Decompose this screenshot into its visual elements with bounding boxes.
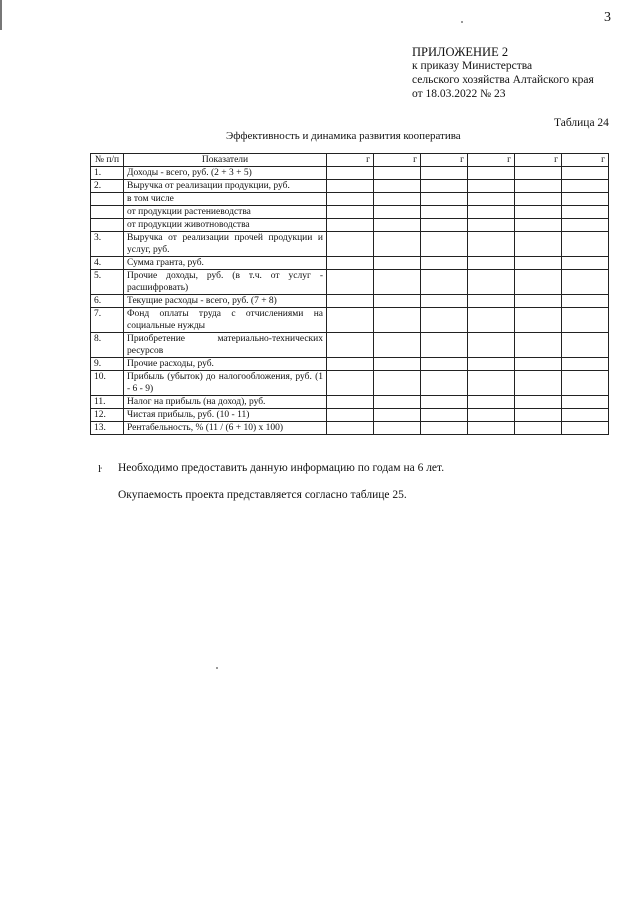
table-row: [91, 333, 609, 358]
table-number: Таблица 24: [554, 117, 609, 129]
year-cell: [562, 333, 609, 358]
row-number: 8.: [91, 333, 124, 358]
row-indicator: Сумма гранта, руб.: [124, 257, 327, 270]
column-header-year-5: г: [515, 154, 562, 167]
scan-speck: [216, 667, 218, 669]
table-row: [91, 232, 609, 257]
year-cell: [421, 193, 468, 206]
year-cell: [515, 219, 562, 232]
year-cell: [515, 422, 562, 435]
year-cell: [562, 219, 609, 232]
year-cell: [515, 371, 562, 396]
year-cell: [421, 180, 468, 193]
year-cell: [468, 206, 515, 219]
year-cell: [327, 409, 374, 422]
column-header-year-6: г: [562, 154, 609, 167]
year-cell: [327, 295, 374, 308]
appendix-header: [412, 45, 594, 101]
year-cell: [327, 206, 374, 219]
year-cell: [374, 396, 421, 409]
year-cell: [327, 371, 374, 396]
row-indicator: от продукции животноводства: [124, 219, 327, 232]
row-indicator: Чистая прибыль, руб. (10 - 11): [124, 409, 327, 422]
year-cell: [327, 308, 374, 333]
row-number: [91, 193, 124, 206]
year-cell: [374, 422, 421, 435]
year-cell: [374, 270, 421, 295]
year-cell: [562, 206, 609, 219]
year-cell: [421, 206, 468, 219]
year-cell: [421, 232, 468, 257]
row-number: 2.: [91, 180, 124, 193]
row-indicator: Выручка от реализации продукции, руб.: [124, 180, 327, 193]
year-cell: [562, 295, 609, 308]
year-cell: [421, 422, 468, 435]
year-cell: [327, 422, 374, 435]
table-row: [91, 167, 609, 180]
year-cell: [562, 308, 609, 333]
scan-speck: [461, 21, 463, 23]
year-cell: [515, 396, 562, 409]
table-row: [91, 270, 609, 295]
instruction-years-note: Необходимо предоставить данную информацию по годам на 6 лет.: [118, 462, 445, 474]
year-cell: [515, 167, 562, 180]
year-cell: [562, 358, 609, 371]
table-title: Эффективность и динамика развития кооператива: [226, 130, 461, 142]
row-indicator: Прочие расходы, руб.: [124, 358, 327, 371]
year-cell: [327, 180, 374, 193]
row-number: 4.: [91, 257, 124, 270]
year-cell: [327, 257, 374, 270]
row-number: 6.: [91, 295, 124, 308]
appendix-date-line: от 18.03.2022 № 23: [412, 88, 506, 100]
year-cell: [468, 409, 515, 422]
table-row: [91, 193, 609, 206]
table-row: [91, 358, 609, 371]
year-cell: [421, 396, 468, 409]
year-cell: [468, 257, 515, 270]
scan-edge-mark: [0, 0, 2, 30]
table-row: [91, 371, 609, 396]
year-cell: [468, 232, 515, 257]
year-cell: [374, 180, 421, 193]
page-number: 3: [604, 10, 611, 25]
table-row: [91, 206, 609, 219]
year-cell: [374, 358, 421, 371]
year-cell: [374, 308, 421, 333]
year-cell: [327, 232, 374, 257]
year-cell: [421, 358, 468, 371]
year-cell: [562, 371, 609, 396]
year-cell: [327, 193, 374, 206]
table-row: [91, 180, 609, 193]
row-number: 7.: [91, 308, 124, 333]
row-number: 13.: [91, 422, 124, 435]
year-cell: [421, 219, 468, 232]
row-number: 12.: [91, 409, 124, 422]
year-cell: [327, 219, 374, 232]
row-indicator: от продукции растениеводства: [124, 206, 327, 219]
year-cell: [468, 193, 515, 206]
row-number: 1.: [91, 167, 124, 180]
year-cell: [515, 232, 562, 257]
year-cell: [468, 333, 515, 358]
year-cell: [421, 167, 468, 180]
column-header-year-4: г: [468, 154, 515, 167]
year-cell: [468, 167, 515, 180]
year-cell: [421, 295, 468, 308]
year-cell: [562, 232, 609, 257]
table-row: [91, 219, 609, 232]
row-number: 9.: [91, 358, 124, 371]
row-number: 5.: [91, 270, 124, 295]
column-header-year-2: г: [374, 154, 421, 167]
year-cell: [468, 308, 515, 333]
row-number: [91, 219, 124, 232]
payback-note: Окупаемость проекта представляется согласно таблице 25.: [118, 489, 407, 501]
year-cell: [374, 257, 421, 270]
table-row: [91, 396, 609, 409]
year-cell: [421, 257, 468, 270]
table-row: [91, 409, 609, 422]
row-indicator: Фонд оплаты труда с отчислениями на социальные нужды: [124, 308, 327, 333]
year-cell: [562, 396, 609, 409]
year-cell: [468, 371, 515, 396]
column-header-year-1: г: [327, 154, 374, 167]
year-cell: [515, 270, 562, 295]
row-indicator: Прочие доходы, руб. (в т.ч. от услуг - расшифровать): [124, 270, 327, 295]
column-header-indicator: Показатели: [124, 154, 327, 167]
table-header-row: [91, 154, 609, 167]
row-indicator: Прибыль (убыток) до налогообложения, руб. (1 - 6 - 9): [124, 371, 327, 396]
year-cell: [515, 257, 562, 270]
year-cell: [374, 219, 421, 232]
year-cell: [562, 270, 609, 295]
row-number: 10.: [91, 371, 124, 396]
year-cell: [515, 193, 562, 206]
year-cell: [468, 295, 515, 308]
year-cell: [562, 193, 609, 206]
year-cell: [374, 371, 421, 396]
year-cell: [468, 422, 515, 435]
table-row: [91, 295, 609, 308]
column-header-year-3: г: [421, 154, 468, 167]
appendix-order-line: к приказу Министерства: [412, 60, 533, 72]
appendix-title: ПРИЛОЖЕНИЕ 2: [412, 45, 509, 59]
year-cell: [327, 396, 374, 409]
row-number: 11.: [91, 396, 124, 409]
year-cell: [327, 270, 374, 295]
year-cell: [421, 333, 468, 358]
row-number: 3.: [91, 232, 124, 257]
year-cell: [374, 193, 421, 206]
year-cell: [374, 333, 421, 358]
year-cell: [374, 167, 421, 180]
year-cell: [468, 219, 515, 232]
year-cell: [421, 409, 468, 422]
year-cell: [562, 167, 609, 180]
year-cell: [468, 358, 515, 371]
year-cell: [327, 167, 374, 180]
row-indicator: Выручка от реализации прочей продукции и услуг, руб.: [124, 232, 327, 257]
table-row: [91, 422, 609, 435]
year-cell: [374, 295, 421, 308]
year-cell: [515, 358, 562, 371]
year-cell: [374, 206, 421, 219]
row-indicator: Доходы - всего, руб. (2 + 3 + 5): [124, 167, 327, 180]
row-indicator: Приобретение материально-технических ресурсов: [124, 333, 327, 358]
year-cell: [374, 232, 421, 257]
row-indicator: Текущие расходы - всего, руб. (7 + 8): [124, 295, 327, 308]
year-cell: [468, 396, 515, 409]
efficiency-table: [90, 153, 609, 435]
year-cell: [468, 180, 515, 193]
table-row: [91, 257, 609, 270]
row-indicator: в том числе: [124, 193, 327, 206]
year-cell: [374, 409, 421, 422]
appendix-ministry-line: сельского хозяйства Алтайского края: [412, 74, 594, 86]
year-cell: [562, 422, 609, 435]
row-indicator: Налог на прибыль (на доход), руб.: [124, 396, 327, 409]
year-cell: [515, 180, 562, 193]
year-cell: [327, 358, 374, 371]
year-cell: [515, 308, 562, 333]
year-cell: [515, 333, 562, 358]
year-cell: [421, 308, 468, 333]
year-cell: [562, 180, 609, 193]
year-cell: [468, 270, 515, 295]
row-indicator: Рентабельность, % (11 / (6 + 10) x 100): [124, 422, 327, 435]
row-number: [91, 206, 124, 219]
column-header-number: № п/п: [91, 154, 124, 167]
scan-mark: ŀ: [98, 463, 102, 475]
year-cell: [515, 206, 562, 219]
year-cell: [515, 295, 562, 308]
table-row: [91, 308, 609, 333]
year-cell: [562, 257, 609, 270]
year-cell: [515, 409, 562, 422]
year-cell: [562, 409, 609, 422]
year-cell: [421, 371, 468, 396]
year-cell: [421, 270, 468, 295]
year-cell: [327, 333, 374, 358]
